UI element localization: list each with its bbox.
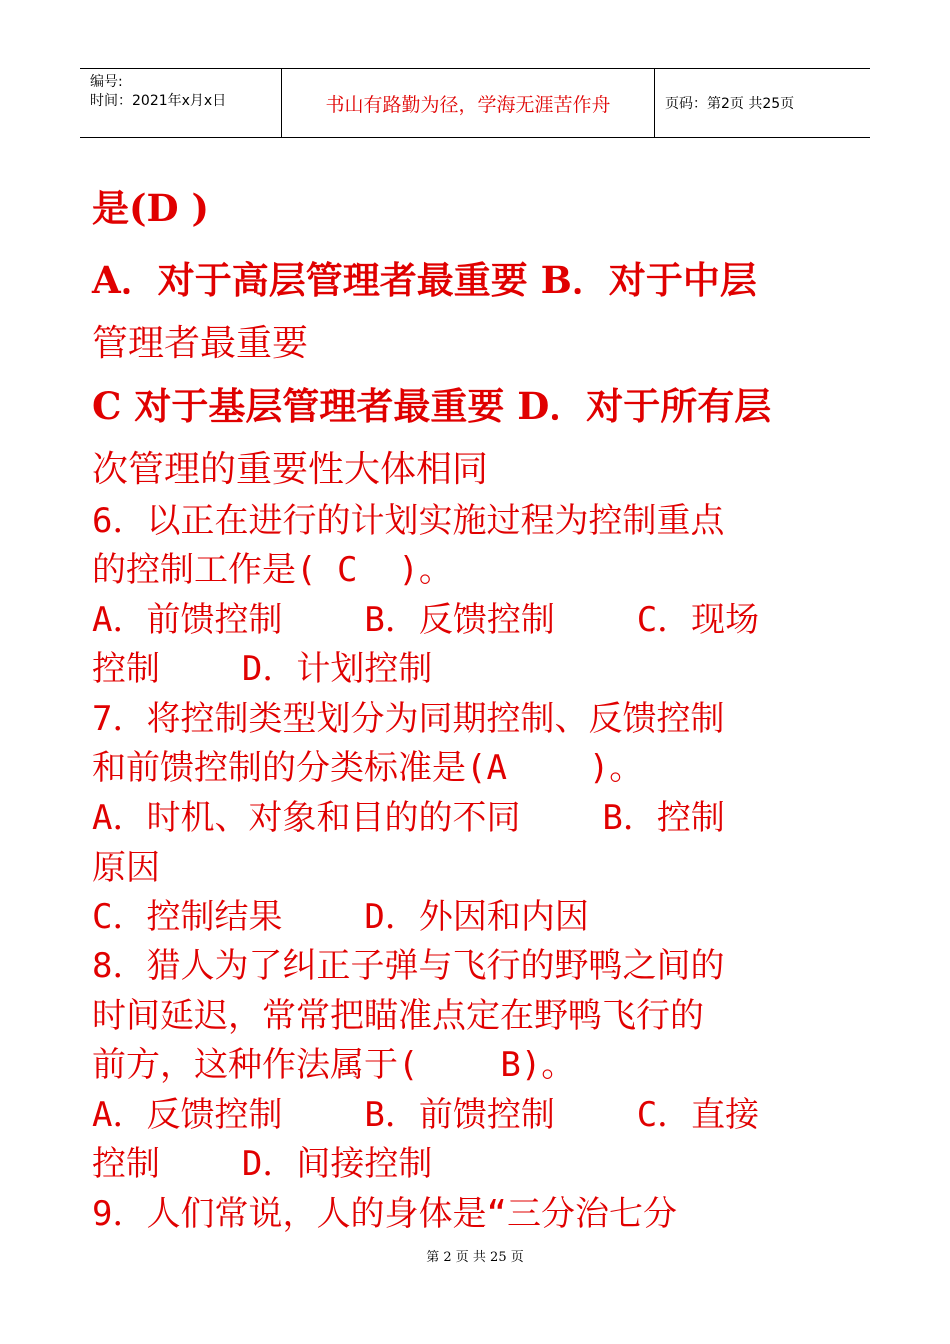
text-line: 管理者最重要 (92, 323, 309, 364)
text-line: A．反馈控制 B．前馈控制 C．直接 (92, 1095, 760, 1135)
text-line: 次管理的重要性大体相同 (92, 449, 489, 490)
text-line: A．对于高层管理者最重要 B．对于中层 (92, 258, 757, 302)
text-line: C．控制结果 D．外因和内因 (92, 897, 589, 937)
text-line: 9．人们常说，人的身体是“三分治七分 (92, 1194, 677, 1234)
text-line: 和前馈控制的分类标准是(A )。 (92, 748, 644, 788)
text-line: A．前馈控制 B．反馈控制 C．现场 (92, 600, 760, 640)
number-label: 编号: (90, 74, 123, 90)
text-line: 7．将控制类型划分为同期控制、反馈控制 (92, 699, 725, 739)
text-line: 前方，这种作法属于( B)。 (92, 1045, 576, 1085)
page-header (80, 68, 870, 138)
text-line: 6．以正在进行的计划实施过程为控制重点 (92, 501, 725, 541)
text-line: A．时机、对象和目的的不同 B．控制 (92, 798, 725, 838)
page-footer: 第 2 页 共 25 页 (426, 1250, 524, 1265)
time-label: 时间：2021年x月x日 (90, 93, 227, 109)
text-line: 8．猎人为了纠正子弹与飞行的野鸭之间的 (92, 946, 725, 986)
text-line: 控制 D．间接控制 (92, 1144, 433, 1184)
text-line: 时间延迟，常常把瞄准点定在野鸭飞行的 (92, 996, 704, 1036)
header-page-info: 页码：第2页 共25页 (665, 96, 795, 112)
text-line: 的控制工作是( C )。 (92, 550, 453, 590)
header-motto: 书山有路勤为径，学海无涯苦作舟 (282, 69, 655, 137)
header-meta (80, 69, 282, 137)
text-line: 原因 (92, 848, 160, 888)
text-line: 控制 D．计划控制 (92, 649, 433, 689)
text-line: C 对于基层管理者最重要 D．对于所有层 (92, 384, 772, 428)
text-line: 是(D ) (92, 186, 209, 230)
